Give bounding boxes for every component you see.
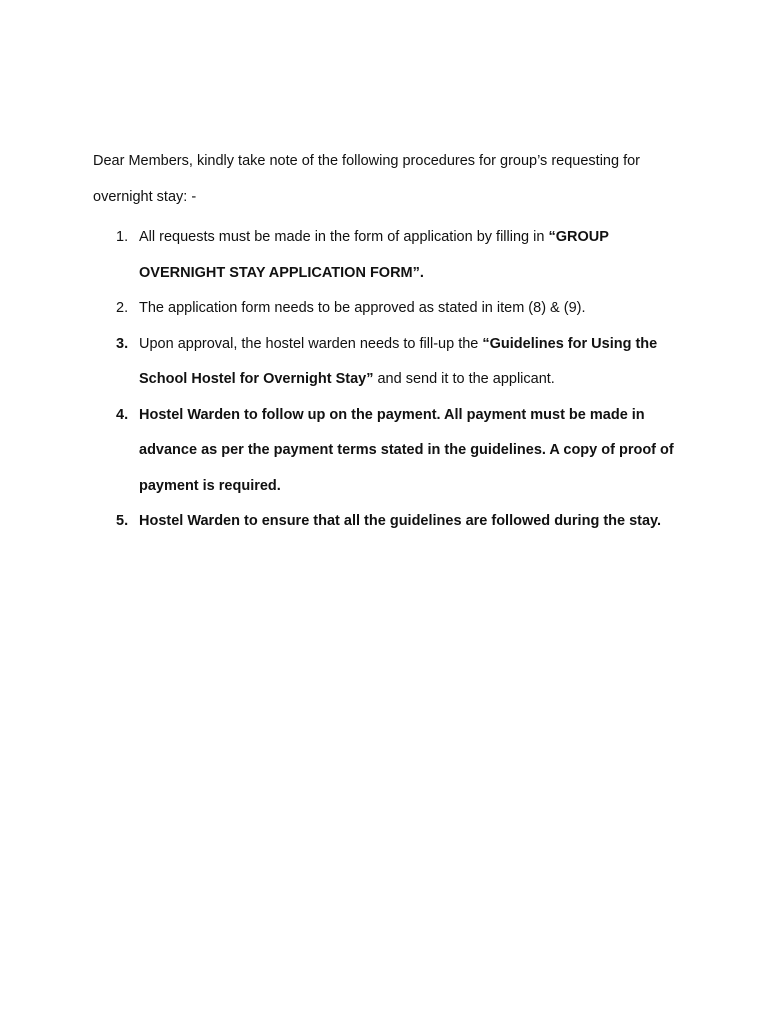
list-item-bold-text: Hostel Warden to ensure that all the guidelines are followed during the stay. [139, 513, 662, 529]
list-item-text-after: and send it to the applicant. [373, 371, 555, 387]
list-item-text: The application form needs to be approved as stated in item (8) & (9). [139, 300, 586, 316]
procedure-list [93, 220, 693, 540]
list-item-bold-text: “Guidelines for Using the School Hostel for Overnight Stay” [139, 335, 658, 387]
list-item-number: 3. [116, 335, 129, 352]
list-item-bold-text: “GROUP OVERNIGHT STAY APPLICATION FORM”. [139, 229, 609, 281]
list-item-text: All requests must be made in the form of application by filling in [139, 229, 549, 245]
list-item [93, 327, 693, 398]
list-item-text: Upon approval, the hostel warden needs to fill-up the [139, 335, 483, 352]
intro-paragraph: Dear Members, kindly take note of the following procedures for group’s requesting for overnight stay: - [93, 153, 640, 205]
list-item [93, 398, 693, 505]
list-item [93, 504, 693, 540]
list-item-number: 5. [116, 513, 129, 529]
list-item-bold-text: Hostel Warden to follow up on the payment. All payment must be made in advance as per the payment terms stated in the guidelines. A copy of proof of payment is required. [139, 406, 674, 494]
list-item-number: 2. [116, 300, 129, 316]
list-item-number: 1. [116, 229, 129, 245]
list-item-number: 4. [116, 406, 129, 423]
list-item [93, 291, 693, 327]
list-item [93, 220, 693, 291]
